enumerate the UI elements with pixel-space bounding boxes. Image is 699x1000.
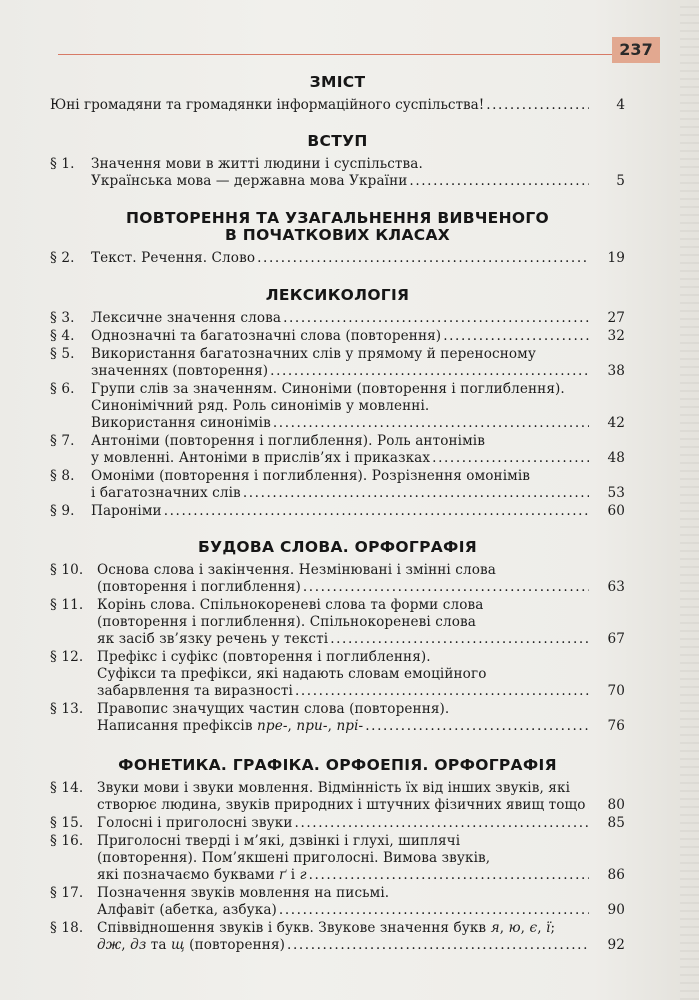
toc-entry — [50, 468, 625, 502]
entry-text: Текст. Речення. Слово — [91, 250, 256, 266]
entry-text: Синонімічний ряд. Роль синонімів у мовленні. — [91, 398, 430, 414]
entry-text: Групи слів за значенням. Синоніми (повторення і поглиблення). — [91, 381, 565, 397]
dot-leader — [270, 363, 589, 380]
entry-text: Правопис значущих частин слова (повторення). — [97, 701, 450, 717]
toc-entry — [50, 310, 625, 327]
entry-page: 5 — [616, 173, 625, 189]
dot-leader — [279, 902, 589, 919]
dot-leader — [365, 718, 589, 735]
entry-page: 70 — [607, 683, 625, 699]
dot-leader — [164, 503, 589, 520]
toc-entry — [50, 503, 625, 520]
entry-number: § 7. — [50, 433, 75, 449]
dot-leader — [257, 250, 589, 267]
entry-text: Голосні і приголосні звуки — [97, 815, 293, 831]
entry-text: Суфікси та префікси, які надають словам емоційного — [97, 666, 487, 682]
section-heading: ПОВТОРЕННЯ ТА УЗАГАЛЬНЕННЯ ВИВЧЕНОГО — [126, 209, 549, 227]
dot-leader — [287, 937, 589, 954]
entry-text: які позначаємо буквами ґ і г — [97, 867, 307, 883]
toc-entry — [50, 433, 625, 467]
toc-entry — [50, 920, 625, 954]
entry-text: як засіб зв’язку речень у тексті — [97, 631, 329, 647]
section-heading: В ПОЧАТКОВИХ КЛАСАХ — [225, 226, 450, 244]
entry-number: § 5. — [50, 346, 75, 362]
dot-leader — [443, 328, 589, 345]
entry-page: 60 — [607, 503, 625, 519]
entry-number: § 16. — [50, 833, 84, 849]
entry-page: 76 — [607, 718, 625, 734]
entry-text: Антоніми (повторення і поглиблення). Роль антонімів — [91, 433, 485, 449]
entry-page: 42 — [607, 415, 625, 431]
entry-number: § 6. — [50, 381, 75, 397]
entry-text: Приголосні тверді і м’які, дзвінкі і глухі, шиплячі — [97, 833, 461, 849]
entry-number: § 17. — [50, 885, 84, 901]
entry-text: у мовленні. Антоніми в прислів’ях і приказках — [91, 450, 431, 466]
entry-text: Омоніми (повторення і поглиблення). Розрізнення омонімів — [91, 468, 531, 484]
entry-text: Алфавіт (абетка, азбука) — [97, 902, 277, 918]
toc-entry — [50, 885, 625, 919]
entry-text: (повторення). Пом’якшені приголосні. Вимова звуків, — [97, 850, 491, 866]
entry-number: § 18. — [50, 920, 84, 936]
toc-entry — [50, 833, 625, 884]
entry-text: створює людина, звуків природних і штучних фізичних явищ тощо — [97, 797, 586, 813]
dot-leader — [432, 450, 589, 467]
dot-leader — [295, 683, 589, 700]
entry-text: значеннях (повторення) — [91, 363, 269, 379]
dot-leader — [303, 579, 589, 596]
entry-page: 32 — [607, 328, 625, 344]
dot-leader — [283, 310, 589, 327]
entry-text: Позначення звуків мовлення на письмі. — [97, 885, 390, 901]
entry-page: 80 — [607, 797, 625, 813]
section-heading: БУДОВА СЛОВА. ОРФОГРАФІЯ — [197, 538, 478, 556]
entry-text: Використання синонімів — [91, 415, 271, 431]
entry-text: Написання префіксів пре-, при-, прі- — [97, 718, 364, 734]
entry-page: 4 — [616, 97, 625, 113]
entry-text: Юні громадяни та громадянки інформаційного суспільства! — [50, 97, 485, 113]
section-heading: ВСТУП — [307, 132, 368, 150]
toc-entry — [50, 156, 625, 190]
entry-text: дж, дз та щ (повторення) — [97, 937, 286, 953]
entry-number: § 15. — [50, 815, 84, 831]
entry-text: і багатозначних слів — [91, 485, 241, 501]
table-of-contents — [50, 70, 625, 954]
dot-leader — [273, 415, 589, 432]
toc-entry — [50, 701, 625, 735]
toc-entry — [50, 562, 625, 596]
entry-number: § 13. — [50, 701, 84, 717]
section-heading: ЛЕКСИКОЛОГІЯ — [265, 286, 410, 304]
entry-text: Звуки мови і звуки мовлення. Відмінність їх від інших звуків, які — [97, 780, 571, 796]
entry-number: § 11. — [50, 597, 84, 613]
dot-leader — [243, 485, 589, 502]
page-number: 237 — [612, 37, 660, 63]
entry-text: Пароніми — [91, 503, 162, 519]
entry-number: § 8. — [50, 468, 75, 484]
entry-text: Основа слова і закінчення. Незмінювані і змінні слова — [97, 562, 496, 578]
entry-page: 53 — [607, 485, 625, 501]
entry-number: § 1. — [50, 156, 75, 172]
entry-text: забарвлення та виразності — [97, 683, 293, 699]
entry-page: 67 — [607, 631, 625, 647]
dot-leader — [588, 797, 589, 814]
toc-entry — [50, 328, 625, 345]
toc-entry — [50, 250, 625, 267]
entry-text: Співвідношення звуків і букв. Звукове значення букв я, ю, є, ї; — [97, 920, 556, 936]
entry-text: (повторення і поглиблення) — [97, 579, 301, 595]
toc-title: ЗМІСТ — [309, 73, 366, 91]
entry-page: 19 — [607, 250, 625, 266]
entry-page: 38 — [607, 363, 625, 379]
entry-page: 27 — [607, 310, 625, 326]
entry-text: Префікс і суфікс (повторення і поглиблення). — [97, 649, 431, 665]
entry-page: 85 — [607, 815, 625, 831]
dot-leader — [309, 867, 589, 884]
toc-intro-entry — [50, 97, 625, 114]
header-rule — [58, 54, 618, 55]
entry-page: 90 — [607, 902, 625, 918]
page-edge — [680, 0, 699, 1000]
dot-leader — [330, 631, 589, 648]
entry-text: Лексичне значення слова — [91, 310, 282, 326]
entry-page: 92 — [607, 937, 625, 953]
entry-number: § 14. — [50, 780, 84, 796]
entry-text: Значення мови в житті людини і суспільства. — [91, 156, 423, 172]
entry-number: § 12. — [50, 649, 84, 665]
toc-sections — [50, 133, 625, 954]
entry-page: 86 — [607, 867, 625, 883]
entry-text: Використання багатозначних слів у прямому й переносному — [91, 346, 536, 362]
toc-entry — [50, 815, 625, 832]
entry-number: § 4. — [50, 328, 75, 344]
toc-entry — [50, 597, 625, 648]
section-heading: ФОНЕТИКА. ГРАФІКА. ОРФОЕПІЯ. ОРФОГРАФІЯ — [118, 756, 557, 774]
entry-page: 63 — [607, 579, 625, 595]
toc-entry — [50, 346, 625, 380]
toc-entry — [50, 649, 625, 700]
dot-leader — [295, 815, 589, 832]
entry-number: § 2. — [50, 250, 75, 266]
entry-text: Українська мова — державна мова України — [91, 173, 408, 189]
entry-text: Однозначні та багатозначні слова (повторення) — [91, 328, 442, 344]
entry-text: Корінь слова. Спільнокореневі слова та форми слова — [97, 597, 484, 613]
entry-text: (повторення і поглиблення). Спільнокореневі слова — [97, 614, 476, 630]
toc-entry — [50, 381, 625, 432]
entry-number: § 3. — [50, 310, 75, 326]
entry-number: § 10. — [50, 562, 84, 578]
entry-page: 48 — [607, 450, 625, 466]
entry-number: § 9. — [50, 503, 75, 519]
dot-leader — [409, 173, 589, 190]
toc-entry — [50, 780, 625, 814]
